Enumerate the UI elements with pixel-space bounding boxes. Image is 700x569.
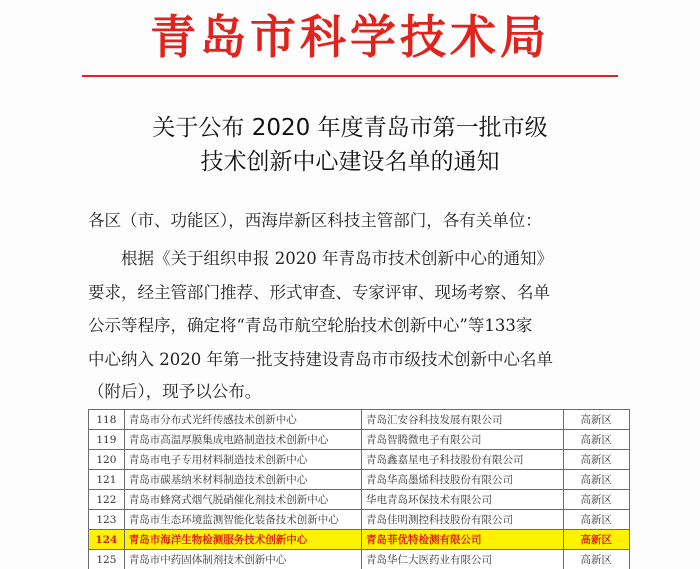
table-row-highlighted bbox=[89, 530, 630, 550]
organization-cell: 青岛华高墨烯科技股份有限公司 bbox=[362, 470, 563, 490]
table-row bbox=[89, 550, 630, 569]
row-number-cell: 125 bbox=[89, 550, 125, 569]
table-row bbox=[89, 470, 630, 490]
body-paragraph-line-4: 中心纳入 2020 年第一批支持建设青岛市市级技术创新中心名单 bbox=[88, 350, 553, 369]
district-cell: 高新区 bbox=[563, 490, 630, 510]
table-row bbox=[89, 510, 630, 530]
body-paragraph-line-3: 公示等程序，确定将“青岛市航空轮胎技术创新中心”等133家 bbox=[88, 316, 533, 335]
table-row bbox=[89, 450, 630, 470]
organization-cell: 青岛汇安谷科技发展有限公司 bbox=[362, 410, 563, 430]
letterhead-red-rule bbox=[82, 75, 618, 77]
row-number-cell: 123 bbox=[89, 510, 125, 530]
center-list-table-wrapper bbox=[88, 409, 630, 569]
organization-cell: 青岛智腾微电子有限公司 bbox=[362, 430, 563, 450]
organization-cell: 华电青岛环保技术有限公司 bbox=[362, 490, 563, 510]
district-cell: 高新区 bbox=[563, 530, 630, 550]
row-number-cell: 118 bbox=[89, 410, 125, 430]
table-row bbox=[89, 410, 630, 430]
center-list-table-body bbox=[89, 410, 630, 569]
center-name-cell: 青岛市生态环境监测智能化装备技术创新中心 bbox=[124, 510, 361, 530]
center-name-cell: 青岛市蜂窝式烟气脱硝催化剂技术创新中心 bbox=[124, 490, 361, 510]
center-name-cell: 青岛市电子专用材料制造技术创新中心 bbox=[124, 450, 361, 470]
row-number-cell: 119 bbox=[89, 430, 125, 450]
body-paragraph-line-2: 要求，经主管部门推荐、形式审查、专家评审、现场考察、名单 bbox=[88, 283, 550, 302]
center-name-cell: 青岛市碳基纳米材料制造技术创新中心 bbox=[124, 470, 361, 490]
salutation: 各区（市、功能区），西海岸新区科技主管部门，各有关单位： bbox=[88, 211, 542, 230]
document-title-line-2: 技术创新中心建设名单的通知 bbox=[200, 149, 500, 175]
organization-cell: 青岛菲优特检测有限公司 bbox=[362, 530, 563, 550]
row-number-cell: 121 bbox=[89, 470, 125, 490]
table-row bbox=[89, 430, 630, 450]
center-name-cell: 青岛市中药固体制剂技术创新中心 bbox=[124, 550, 361, 569]
letterhead-org-name: 青岛市科学技术局 bbox=[150, 10, 550, 64]
organization-cell: 青岛鑫嘉星电子科技股份有限公司 bbox=[362, 450, 563, 470]
table-row bbox=[89, 490, 630, 510]
row-number-cell: 124 bbox=[89, 530, 125, 550]
organization-cell: 青岛华仁大医药业有限公司 bbox=[362, 550, 563, 569]
district-cell: 高新区 bbox=[563, 550, 630, 569]
row-number-cell: 122 bbox=[89, 490, 125, 510]
organization-cell: 青岛佳明测控科技股份有限公司 bbox=[362, 510, 563, 530]
center-name-cell: 青岛市分布式光纤传感技术创新中心 bbox=[124, 410, 361, 430]
district-cell: 高新区 bbox=[563, 430, 630, 450]
document-title-line-1: 关于公布 2020 年度青岛市第一批市级 bbox=[152, 115, 548, 141]
district-cell: 高新区 bbox=[563, 410, 630, 430]
center-list-table bbox=[88, 409, 630, 569]
row-number-cell: 120 bbox=[89, 450, 125, 470]
body-paragraph-line-5: （附后），现予以公布。 bbox=[88, 382, 262, 401]
district-cell: 高新区 bbox=[563, 510, 630, 530]
district-cell: 高新区 bbox=[563, 450, 630, 470]
body-paragraph-line-1: 根据《关于组织申报 2020 年青岛市技术创新中心的通知》 bbox=[121, 249, 553, 268]
district-cell: 高新区 bbox=[563, 470, 630, 490]
center-name-cell: 青岛市高温厚膜集成电路制造技术创新中心 bbox=[124, 430, 361, 450]
center-name-cell: 青岛市海洋生物检测服务技术创新中心 bbox=[124, 530, 361, 550]
